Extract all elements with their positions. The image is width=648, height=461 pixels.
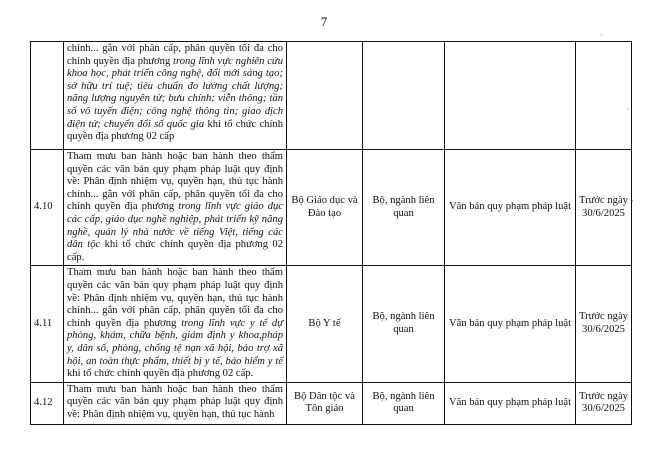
table-row — [31, 266, 632, 382]
scan-speck: · — [626, 104, 629, 114]
output-product: Văn bản quy phạm pháp luật — [445, 266, 576, 382]
coordinating-agency: Bộ, ngành liên quan — [363, 150, 445, 266]
lead-agency — [287, 42, 363, 150]
task-text: khi tổ chức chính quyền địa phương 02 cấp. — [67, 239, 283, 263]
output-product: Văn bản quy phạm pháp luật — [445, 382, 576, 424]
row-number: 4.11 — [31, 266, 64, 382]
output-product — [445, 42, 576, 150]
scan-speck: · — [600, 30, 603, 40]
task-text: chính... gắn với phân cấp, phân quyền tối đa cho chính quyền địa phương — [67, 43, 283, 67]
task-text-italic: trong lĩnh vực y tế dự phòng, khám, chữa bệnh, giám định y khoa,pháp y, dân số, phòng, chống tệ nạn xã hội, bảo trợ xã hội, an toàn thực phẩm, thiết bị y tế, bảo hiểm y tế — [67, 317, 284, 367]
row-number: 4.10 — [31, 150, 64, 266]
task-description — [64, 42, 287, 150]
output-product: Văn bản quy phạm pháp luật — [445, 150, 576, 266]
table-row — [31, 382, 632, 424]
task-text: khi tổ chức chính quyền địa phương 02 cấp — [67, 118, 283, 143]
lead-agency: Bộ Dân tộc và Tôn giáo — [287, 382, 363, 424]
task-text: Tham mưu ban hành hoặc ban hành theo thẩm quyền các văn bản quy phạm pháp luật quy định về: Phân định nhiệm vụ, quyền hạn, thủ tục hành chính... gắn với phân cấp, phân quyền tối đa cho chính quyền địa phương — [67, 267, 283, 329]
task-text: Tham mưu ban hành hoặc ban hành theo thẩm quyền các văn bản quy phạm pháp luật quy định về: Phân định nhiệm vụ, quyền hạn, thủ tục hành chính... gắn với phân cấp, phân quyền tối đa cho chính quyền địa phương — [67, 151, 283, 213]
deadline: Trước ngày 30/6/2025 — [576, 266, 632, 382]
task-description — [64, 382, 287, 424]
task-table — [30, 41, 632, 425]
deadline — [576, 42, 632, 150]
lead-agency: Bộ Giáo dục và Đào tạo — [287, 150, 363, 266]
task-text-italic: trong lĩnh vực giáo dục các cấp, giáo dục nghề nghiệp, phát triển kỹ năng nghề, quản lý nhà nước về tiếng Việt, tiếng các dân tộc — [67, 201, 284, 251]
deadline: Trước ngày 30/6/2025 — [576, 382, 632, 424]
row-number: 4.12 — [31, 382, 64, 424]
table-row — [31, 150, 632, 266]
lead-agency: Bộ Y tế — [287, 266, 363, 382]
table-row — [31, 42, 632, 150]
scan-speck: · — [631, 196, 634, 206]
task-text: Tham mưu ban hành hoặc ban hành theo thẩm quyền các văn bản quy phạm pháp luật quy định về: Phân định nhiệm vụ, quyền hạn, thủ tục hành — [67, 383, 283, 420]
row-number — [31, 42, 64, 150]
coordinating-agency — [363, 42, 445, 150]
task-description — [64, 150, 287, 266]
coordinating-agency: Bộ, ngành liên quan — [363, 266, 445, 382]
coordinating-agency: Bộ, ngành liên quan — [363, 382, 445, 424]
task-text: khi tổ chức chính quyền địa phương 02 cấp. — [67, 368, 254, 380]
task-description — [64, 266, 287, 382]
task-text-italic: trong lĩnh vực nghiên cứu khoa học, phát triển công nghệ, đổi mới sáng tạo; sở hữu trí tuệ; tiêu chuẩn đo lường chất lượng; năng lượng nguyên tử; bưu chính; viễn thông; tần số vô tuyến điện; công nghệ thông tin; giao dịch điện tử; chuyển đổi số quốc gia — [67, 55, 283, 130]
page-number: 7 — [320, 14, 328, 29]
deadline: Trước ngày 30/6/2025 — [576, 150, 632, 266]
